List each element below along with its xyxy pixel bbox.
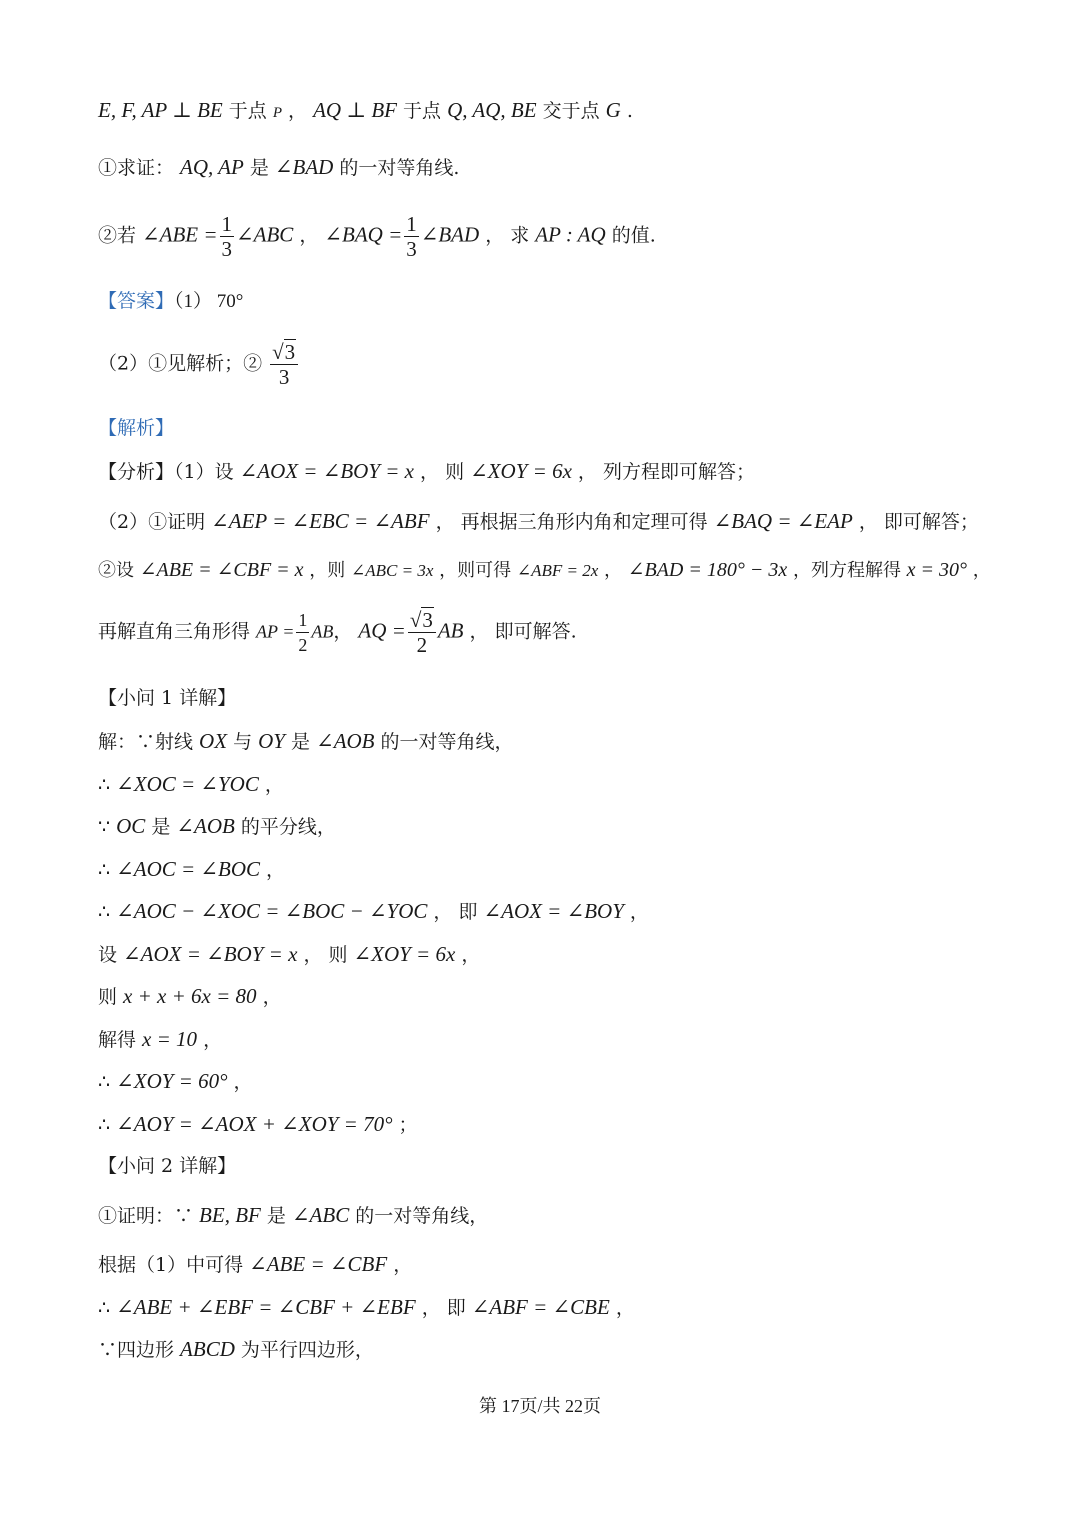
page-footer: 第 17页/共 22页 bbox=[478, 1396, 601, 1416]
solution-line: ∴ ∠AOY = ∠AOX + ∠XOY = 70° ； bbox=[98, 1112, 418, 1136]
solution-line: 解：∵射线 OX 与 OY 是 ∠AOB 的一对等角线， bbox=[98, 729, 514, 753]
solution-line: ∴ ∠AOC = ∠BOC ， bbox=[98, 857, 286, 881]
sqrt-fraction: $\frac{√3}{3}$ bbox=[270, 340, 298, 389]
problem-line-1: E, F, AP ⊥ BE 于点 P ， AQ ⊥ BF 于点 Q, AQ, BE 交于点 G . bbox=[98, 98, 633, 122]
math-expression: AQ ⊥ BF bbox=[313, 98, 398, 122]
solution-line: ∴ ∠AOC − ∠XOC = ∠BOC − ∠YOC ， 即 ∠AOX = ∠BOY ， bbox=[98, 899, 649, 923]
math-expression: Q, AQ, BE bbox=[447, 98, 537, 122]
solution-line: 设 ∠AOX = ∠BOY = x ， 则 ∠XOY = 6x ， bbox=[98, 942, 481, 966]
analysis-line-2: （2）①证明 ∠AEP = ∠EBC = ∠ABF ， 再根据三角形内角和定理可得 ∠BAQ = ∠EAP ， 即可解答； bbox=[98, 509, 979, 533]
sub-question-1-header: 【小问 1 详解】 bbox=[98, 687, 237, 709]
analysis-line-4: 再解直角三角形得 AP = $\frac{1}{2}$ AB， AQ = $\frac{√3}{2}$ AB ， 即可解答. bbox=[98, 608, 577, 657]
solution-line: 根据（1）中可得 ∠ABE = ∠CBF ， bbox=[98, 1252, 413, 1276]
problem-line-3: ②若 ∠ABE = $\frac{1}{3}$ ∠ABC ， ∠BAQ = $\frac{1}{3}$ ∠BAD ， 求 AP : AQ 的值. bbox=[98, 212, 656, 261]
fraction: $\frac{1}{2}$ bbox=[298, 610, 308, 655]
solution-line: ∵ OC 是 ∠AOB 的平分线， bbox=[98, 814, 336, 838]
fraction: $\frac{1}{3}$ bbox=[221, 212, 233, 261]
sqrt-fraction: $\frac{√3}{2}$ bbox=[408, 608, 436, 657]
solution-line: ∵四边形 ABCD 为平行四边形， bbox=[98, 1337, 374, 1361]
answer-tag: 【答案】 bbox=[98, 290, 175, 312]
solution-line: ①证明：∵ BE, BF 是 ∠ABC 的一对等角线， bbox=[98, 1203, 489, 1227]
analysis-line-3: ②设 ∠ABE = ∠CBF = x ，则 ∠ABC = 3x ，则可得 ∠ABF = 2x ， ∠BAD = 180° − 3x ，列方程解得 x = 30° ， bbox=[98, 559, 991, 581]
answer-line-2: （2）①见解析；② $\frac{√3}{3}$ bbox=[98, 340, 300, 389]
solution-line: ∴ ∠XOY = 60° ， bbox=[98, 1069, 253, 1093]
solution-line: ∴ ∠XOC = ∠YOC ， bbox=[98, 772, 284, 796]
sub-question-2-header: 【小问 2 详解】 bbox=[98, 1155, 237, 1177]
solution-line: ∴ ∠ABE + ∠EBF = ∠CBF + ∠EBF ， 即 ∠ABF = ∠CBE ， bbox=[98, 1295, 635, 1319]
problem-line-2: ①求证： AQ, AP 是 ∠BAD 的一对等角线. bbox=[98, 155, 460, 179]
solution-line: 解得 x = 10 ， bbox=[98, 1027, 223, 1051]
answer-line: 【答案】（1） 70° bbox=[98, 290, 244, 312]
fraction: $\frac{1}{3}$ bbox=[406, 212, 417, 261]
analysis-header: 【解析】 bbox=[98, 417, 175, 439]
analysis-line-1: 【分析】（1）设 ∠AOX = ∠BOY = x ， 则 ∠XOY = 6x ， 列方程即可解答； bbox=[98, 459, 755, 483]
solution-line: 则 x + x + 6x = 80 ， bbox=[98, 984, 282, 1008]
math-expression: E, F, AP ⊥ BE bbox=[98, 98, 223, 122]
